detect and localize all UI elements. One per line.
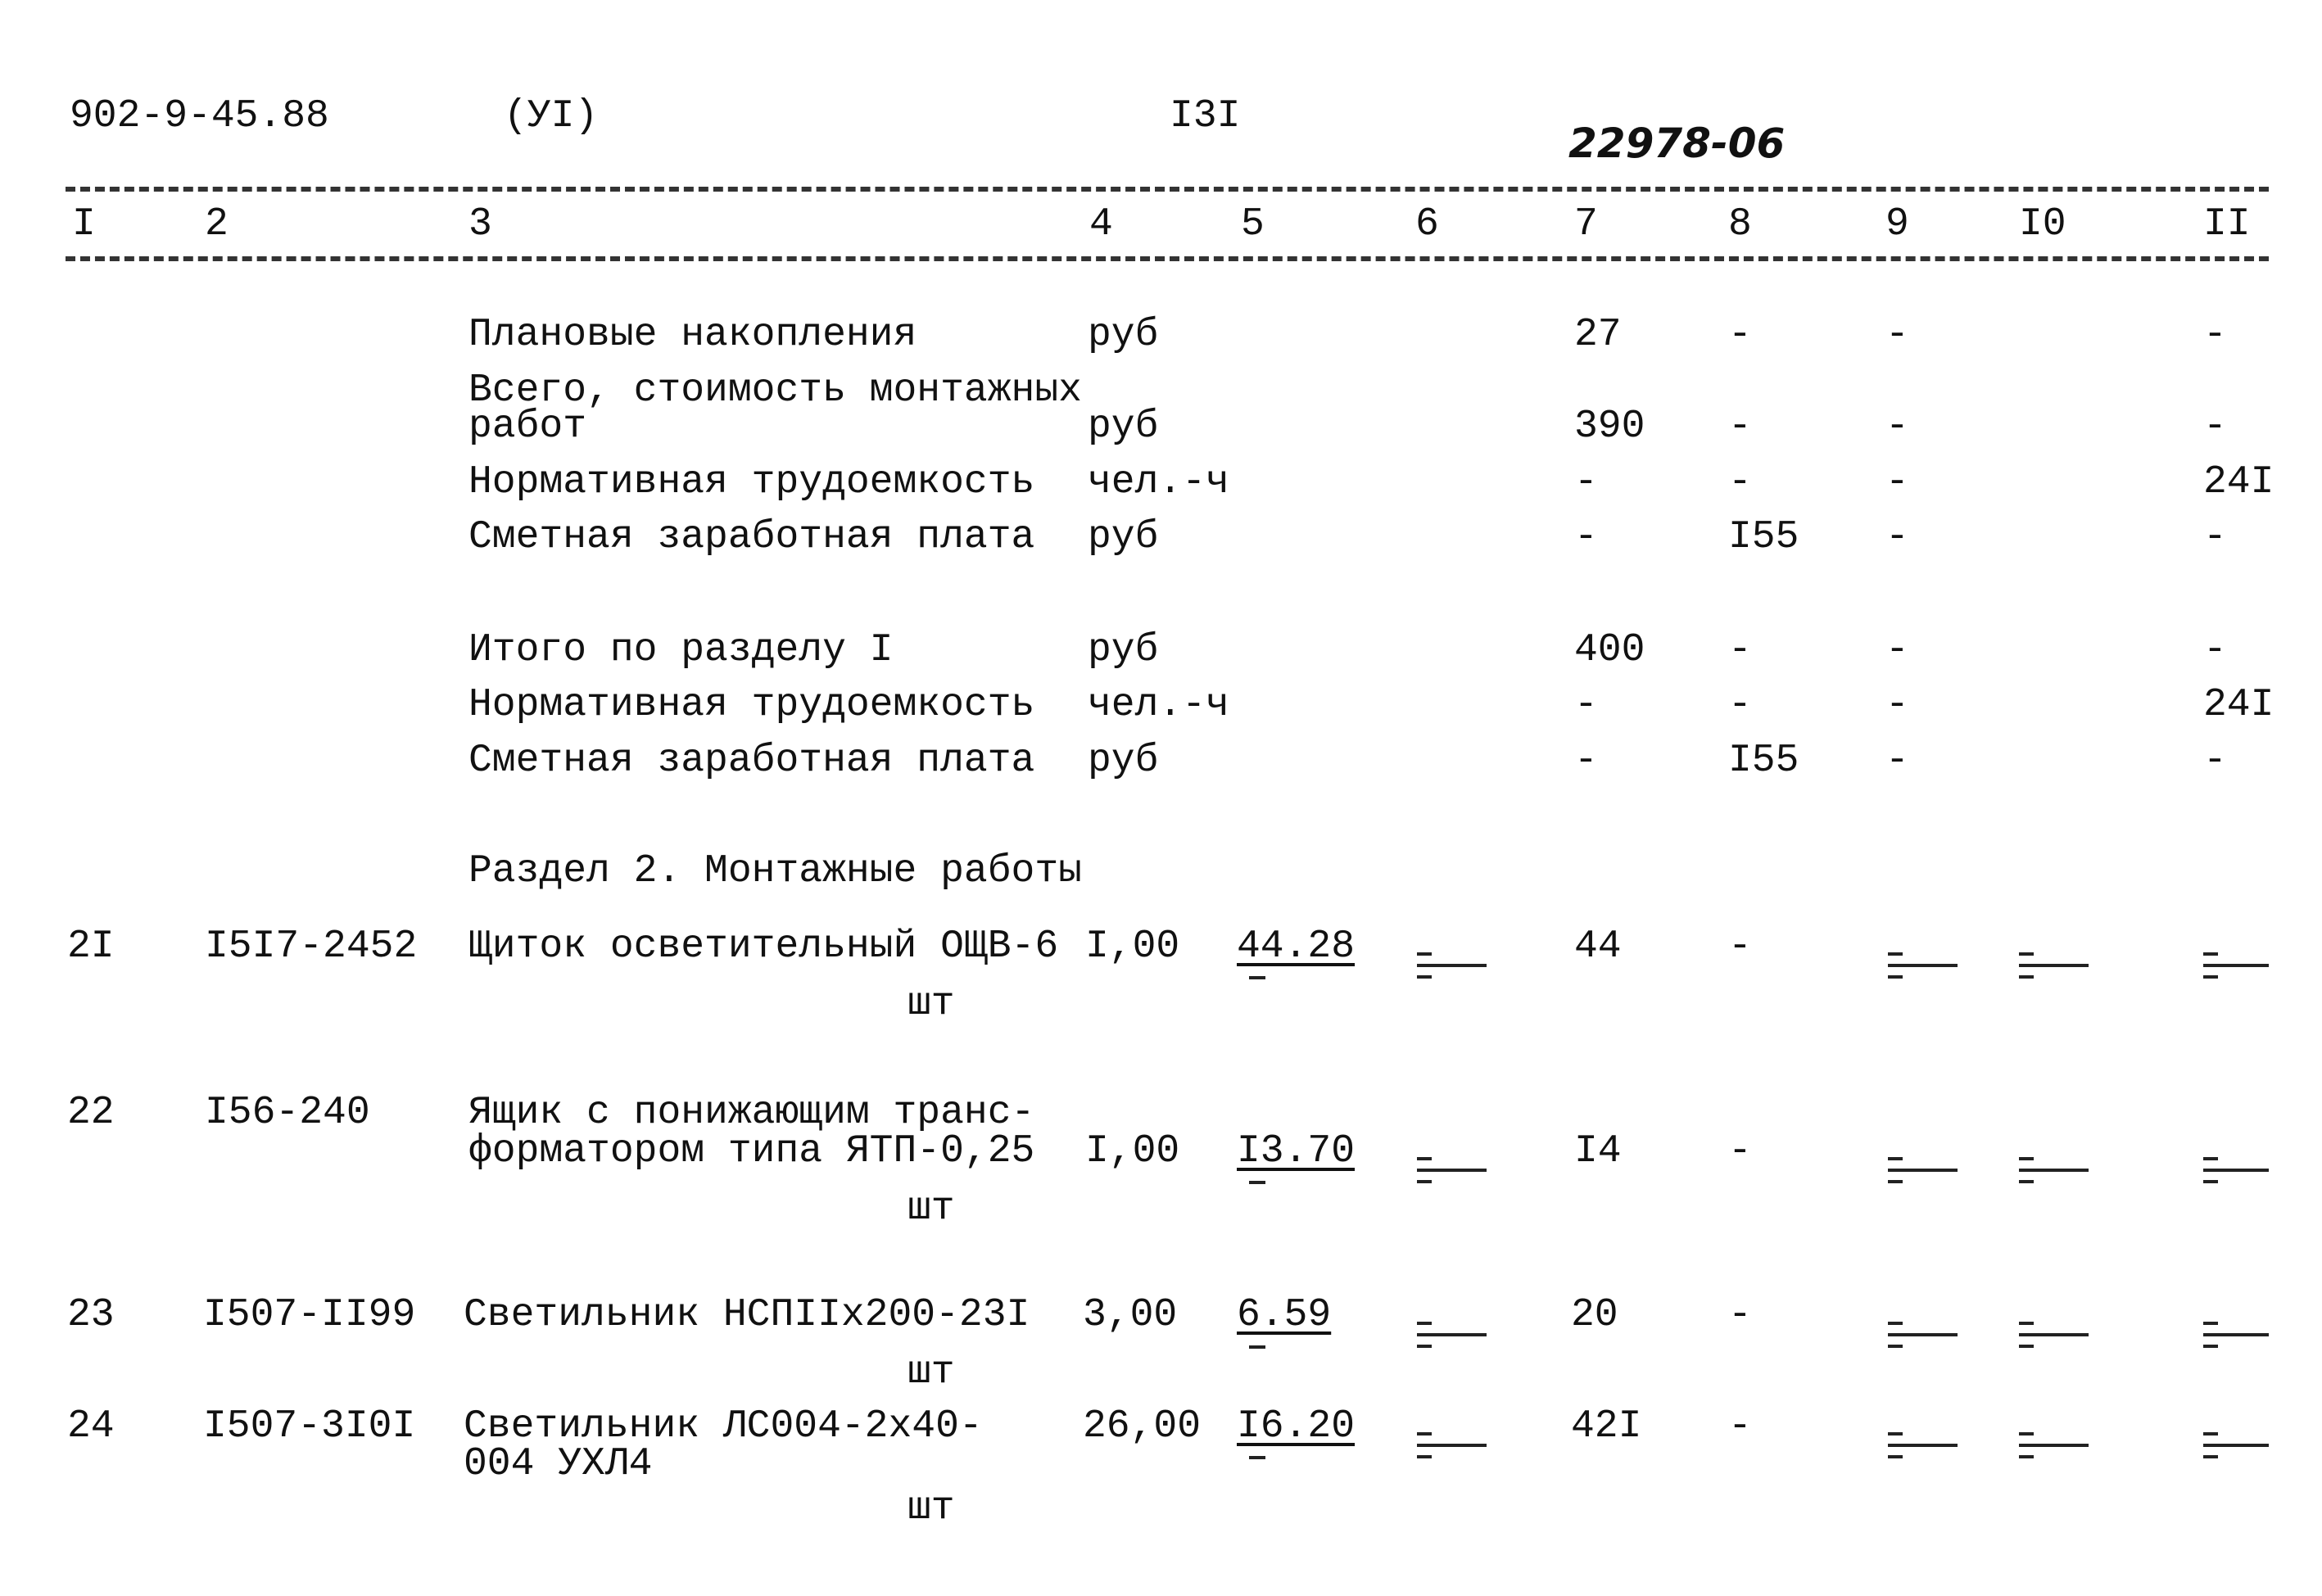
item-quantity: 3,00 — [1083, 1293, 1178, 1337]
row-unit: руб — [1088, 628, 1159, 672]
inventory-number: 22978-06 — [1568, 120, 1786, 167]
row-unit: руб — [1088, 515, 1159, 559]
item-quantity: 26,00 — [1083, 1404, 1202, 1449]
header-top-rule — [66, 187, 2269, 192]
row-col9: - — [1885, 683, 1909, 727]
column-number-5: 5 — [1241, 202, 1265, 246]
item-unit: шт — [908, 1486, 955, 1530]
row-col7: - — [1574, 683, 1598, 727]
document-code: 902-9-45.88 — [70, 94, 329, 138]
row-col7: - — [1574, 460, 1598, 504]
row-name: Итого по разделу I — [468, 628, 894, 672]
item-number: 22 — [67, 1091, 115, 1135]
column-number-10: I0 — [2019, 202, 2066, 246]
item-quantity: I,00 — [1085, 1129, 1180, 1173]
item-number: 2I — [67, 925, 115, 969]
row-col11: - — [2203, 628, 2227, 672]
item-code: I56-240 — [205, 1091, 370, 1135]
item-unit-price: I6.20 — [1237, 1404, 1356, 1449]
row-col8: - — [1728, 628, 1752, 672]
column-number-8: 8 — [1728, 202, 1752, 246]
item-name-line2: форматором типа ЯТП-0,25 — [468, 1129, 1035, 1173]
section-title: Раздел 2. Монтажные работы — [468, 849, 1082, 893]
row-name: Нормативная трудоемкость — [468, 460, 1035, 504]
item-unit: шт — [908, 1187, 955, 1231]
item-name-line1: Светильник ЛС004-2х40- — [464, 1404, 983, 1449]
row-col9: - — [1885, 628, 1909, 672]
row-col11: 24I — [2203, 683, 2274, 727]
item-unit: шт — [908, 982, 955, 1026]
row-col7: 400 — [1574, 628, 1645, 672]
row-col7: - — [1574, 739, 1598, 783]
column-number-2: 2 — [205, 202, 229, 246]
item-unit-price: I3.70 — [1237, 1129, 1356, 1173]
row-name: Плановые накопления — [468, 313, 917, 357]
row-col8: I55 — [1728, 739, 1799, 783]
row-name: Нормативная трудоемкость — [468, 683, 1035, 727]
row-col9: - — [1885, 739, 1909, 783]
row-col7: 390 — [1574, 405, 1645, 449]
row-col8: I55 — [1728, 515, 1799, 559]
item-code: I507-II99 — [203, 1293, 416, 1337]
item-code: I507-3I0I — [203, 1404, 416, 1449]
row-unit: руб — [1088, 739, 1159, 783]
item-col8: - — [1728, 1129, 1752, 1173]
item-unit-price: 44.28 — [1237, 925, 1356, 969]
column-number-9: 9 — [1885, 202, 1909, 246]
row-col11: - — [2203, 313, 2227, 357]
row-col9: - — [1885, 405, 1909, 449]
row-col9: - — [1885, 313, 1909, 357]
column-number-3: 3 — [468, 202, 492, 246]
item-total: 44 — [1574, 925, 1622, 969]
row-unit: руб — [1088, 313, 1159, 357]
row-col11: - — [2203, 739, 2227, 783]
item-col8: - — [1728, 1404, 1752, 1449]
column-number-1: I — [72, 202, 96, 246]
row-col7: - — [1574, 515, 1598, 559]
row-col7: 27 — [1574, 313, 1622, 357]
item-number: 24 — [67, 1404, 115, 1449]
item-total: 20 — [1571, 1293, 1618, 1337]
item-name-line2: 004 УХЛ4 — [464, 1442, 653, 1486]
item-name-line1: Ящик с понижающим транс- — [468, 1091, 1035, 1135]
row-unit: чел.-ч — [1088, 460, 1229, 504]
album-number: (УI) — [504, 94, 599, 138]
row-col8: - — [1728, 683, 1752, 727]
item-col8: - — [1728, 1293, 1752, 1337]
item-unit: шт — [908, 1350, 955, 1395]
row-unit: чел.-ч — [1088, 683, 1229, 727]
row-name: Сметная заработная плата — [468, 739, 1035, 783]
column-number-7: 7 — [1574, 202, 1598, 246]
row-col9: - — [1885, 515, 1909, 559]
row-col11: - — [2203, 405, 2227, 449]
item-code: I5I7-2452 — [205, 925, 418, 969]
item-number: 23 — [67, 1293, 115, 1337]
item-name: Светильник НСПIIх200-23I — [464, 1293, 1030, 1337]
row-name: Сметная заработная плата — [468, 515, 1035, 559]
item-total: I4 — [1574, 1129, 1622, 1173]
row-col8: - — [1728, 460, 1752, 504]
item-unit-price: 6.59 — [1237, 1293, 1332, 1337]
column-number-6: 6 — [1415, 202, 1439, 246]
row-unit: руб — [1088, 405, 1159, 449]
header-bottom-rule — [66, 256, 2269, 261]
row-name: работ — [468, 405, 587, 449]
row-col8: - — [1728, 405, 1752, 449]
item-col8: - — [1728, 925, 1752, 969]
item-quantity: I,00 — [1085, 925, 1180, 969]
row-name-line1: Всего, стоимость монтажных — [468, 368, 1082, 413]
item-name: Щиток осветительный ОЩВ-6 — [468, 925, 1059, 969]
row-col9: - — [1885, 460, 1909, 504]
column-number-11: II — [2203, 202, 2251, 246]
page-number: I3I — [1170, 94, 1241, 138]
row-col11: 24I — [2203, 460, 2274, 504]
row-col11: - — [2203, 515, 2227, 559]
row-col8: - — [1728, 313, 1752, 357]
item-total: 42I — [1571, 1404, 1642, 1449]
column-number-4: 4 — [1089, 202, 1113, 246]
